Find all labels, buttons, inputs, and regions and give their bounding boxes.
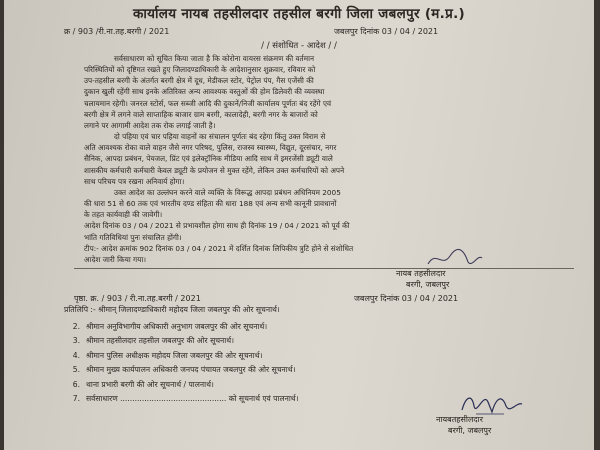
- distribution-item-text: थाना प्रभारी बरगी की ओर सूचनार्थ / पालनार्थ।: [86, 379, 214, 389]
- order-body-line: परिस्थितियों को दृष्टिगत रखते हुए जिलादण्डाधिकारी के आदेशानुसार शुक्रवार, रविवार को: [84, 65, 316, 75]
- copy-to-line: प्रतिलिपि :- श्रीमान् जिलादण्डाधिकारी महोदय जिला जबलपुर की ओर सूचनार्थ।: [64, 305, 280, 314]
- distribution-item-number: 4.: [72, 350, 80, 360]
- distribution-item-text: श्रीमान अनुविभागीय अधिकारी अनुभाग जबलपुर की ओर सूचनार्थ।: [86, 322, 268, 331]
- order-heading: / / संशोधित - आदेश / /: [261, 41, 337, 51]
- distribution-item: [64, 349, 299, 363]
- signature-mark-1: [424, 246, 484, 270]
- order-body-line: भांति गतिविधियां पुनः संचालित होंगी।: [84, 232, 182, 242]
- order-document: [4, 0, 594, 450]
- order-body-line: अति आवश्यक रोका वाले वाहन जैसे नगर परिषद, पुलिस, राजस्व स्वास्थ्य, विद्युत, दूरसंचार, नगर: [84, 143, 337, 153]
- signature-1-place: बरगी, जबलपुर: [406, 280, 450, 289]
- order-body-line: दुकान खुली रहेंगी साथ इनके अतिरिक्त अन्य आवश्यक वस्तुओं की होम डिलेवरी की व्यवस्था: [84, 87, 325, 97]
- distribution-item: [64, 392, 299, 406]
- order-body-line: सर्वसाधारण को सूचित किया जाता है कि कोरोना वायरस संक्रमण की वर्तमान: [114, 54, 315, 63]
- order-body-line: के तहत कार्यवाही की जावेगी।: [84, 210, 163, 220]
- distribution-item: [64, 378, 299, 392]
- order-body-line: सैनिक, आपदा प्रबंधन, पेयजल, प्रिंट एवं इलेक्ट्रॉनिक मीडिया आदि साथ में इमरजेंसी ड्यूटी वाले: [84, 154, 333, 164]
- order-body-line: लगाने पर आगामी आदेश तक रोक लगाई जाती है।: [84, 120, 216, 130]
- order-place-date: जबलपुर दिनांक 03 / 04 / 2021: [334, 27, 439, 36]
- office-title: कार्यालय नायब तहसीलदार तहसील बरगी जिला जबलपुर (म.प्र.): [133, 6, 465, 22]
- section-divider: [74, 268, 574, 269]
- distribution-list: [64, 320, 299, 406]
- order-body-line: उक्त आदेश का उल्लंघन करने वाले व्यक्ति के विरूद्ध आपदा प्रबंधन अधिनियम 2005: [114, 187, 341, 197]
- distribution-item-text: श्रीमान तहसीलदार तहसील जबलपुर की ओर सूचनार्थ।: [86, 336, 234, 346]
- order-body-line: टीप:- आदेश क्रमांक 902 दिनांक 03 / 04 / 2021 में दर्शित दिनांक लिपिकीय त्रुटि होने से संशोधित: [84, 243, 354, 253]
- distribution-item-number: 6.: [72, 379, 80, 389]
- distribution-reference-number: पृष्ठा. क्र. / 903 / री.ना.तह.बरगी / 2021: [74, 294, 201, 303]
- distribution-item-number: 5.: [72, 365, 80, 375]
- order-body-line: बरगी क्षेत्र में लगने वाले साप्ताहिक बाजार ग्राम बरगी, कालादेही, बरगी नगर के बाजारों को: [84, 109, 318, 119]
- order-body: [84, 53, 589, 265]
- signature-1-designation: नायब तहसीलदार: [396, 269, 446, 278]
- order-body-line: उप-तहसील बरगी के अंतर्गत बरगी क्षेत्र में दूध, मेडीकल स्टोर, पेट्रोल पंप, गैस एजेंसी की: [84, 76, 314, 86]
- order-body-line: दो पहिया एवं चार पहिया वाहनों का संचालन पूर्णतः बंद रहेगा किंतु उक्त विराम से: [114, 132, 326, 142]
- order-body-line: शासकीय कर्मचारी कर्मचारी केवल ड्यूटी के प्रयोजन से मुक्त रहेंगे, लेकिन उक्त कर्मचारियों को अपने: [84, 165, 345, 175]
- signature-2-designation: नायबतहसीलदार: [436, 415, 484, 424]
- order-body-line: की धारा 51 से 60 तक एवं भारतीय दण्ड संहिता की धारा 188 एवं अन्य सभी कानूनी प्रावधानों: [84, 199, 337, 209]
- order-body-line: साथ परिचय पत्र रखना अनिवार्य होगा।: [84, 176, 185, 186]
- signature-block-1: [396, 268, 449, 290]
- distribution-item-number: 7.: [72, 394, 80, 404]
- distribution-place-date: जबलपुर दिनांक 03 / 04 / 2021: [354, 294, 459, 303]
- order-body-line: आदेश दिनांक 03 / 04 / 2021 से प्रभावशील होगा साथ ही दिनांक 19 / 04 / 2021 को पूर्व की: [84, 221, 350, 231]
- distribution-item-text: श्रीमान मुख्य कार्यपालन अधिकारी जनपद पंचायत जबलपुर की ओर सूचनार्थ।: [86, 365, 296, 375]
- signature-block-2: [436, 414, 491, 436]
- order-body-line: चलायमान रहेगी। जनरल स्टोर्स, फल सब्जी आदि की दुकानें/निजी कार्यालय पूर्णतः बंद रहेंगे एवं: [84, 98, 332, 108]
- distribution-item-number: 3.: [72, 336, 80, 346]
- order-body-line: आदेश जारी किया गया।: [84, 254, 147, 264]
- distribution-item: [64, 334, 299, 348]
- distribution-item-number: 2.: [72, 322, 80, 331]
- signature-2-place: बरगी, जबलपुर: [448, 426, 492, 435]
- distribution-item: [64, 363, 299, 377]
- distribution-item: [64, 320, 299, 334]
- distribution-item-text: श्रीमान पुलिस अधीक्षक महोदय जिला जबलपुर की ओर सूचनार्थ।: [86, 350, 263, 360]
- order-reference-number: क्र / 903 /री.ना.तह.बरगी / 2021: [64, 27, 170, 36]
- distribution-item-text: सर्वसाधारण ............................................ को सूचनार्थ एवं पालनार्थ।: [86, 394, 299, 404]
